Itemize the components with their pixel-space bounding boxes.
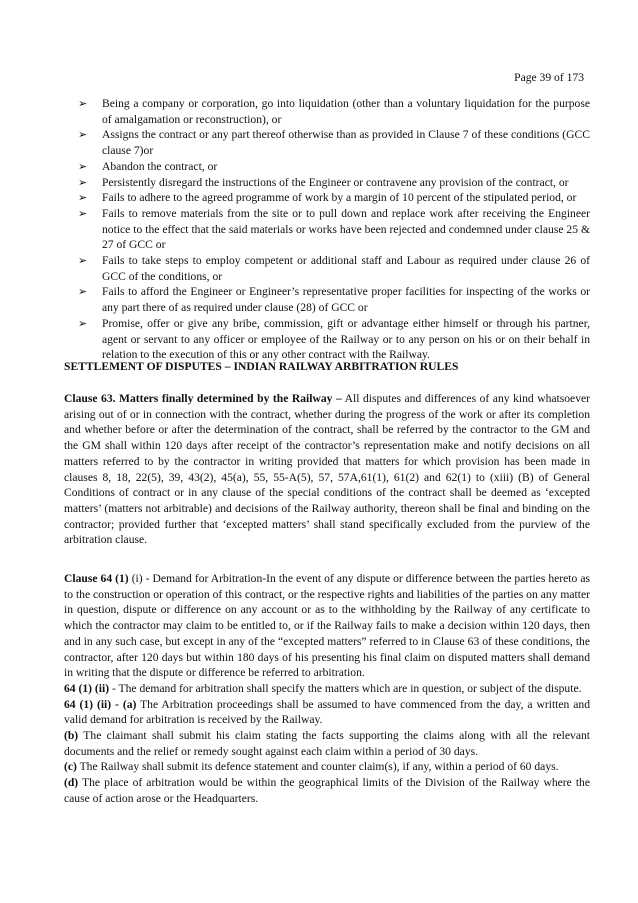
arrow-bullet-icon: ➢ <box>78 316 88 330</box>
list-item: ➢ Fails to adhere to the agreed programme of work by a margin of 10 percent of the stipulated period, or <box>78 191 577 205</box>
arrow-bullet-icon: ➢ <box>78 285 88 299</box>
clause-64-section <box>64 571 590 807</box>
arrow-bullet-icon: ➢ <box>78 128 88 142</box>
clause-64-1-ii: 64 (1) (ii) - The demand for arbitration shall specify the matters which are in question, or subject of the dispute. <box>64 681 582 695</box>
list-item: ➢ Persistently disregard the instructions of the Engineer or contravene any provision of the contract, or <box>78 175 569 189</box>
clause-63-label: Clause 63. Matters finally determined by the Railway – <box>64 392 342 405</box>
clause-64-c: (c) The Railway shall submit its defence statement and counter claim(s), if any, within a period of 60 days. <box>64 760 559 774</box>
list-item: ➢ Assigns the contract or any part thereof otherwise than as provided in Clause 7 of these conditions (GCC clause 7)or <box>78 128 590 158</box>
clause-64-d: (d) The place of arbitration would be within the geographical limits of the Division of the Railway where the cause of action arose or the Headquarters. <box>64 776 590 805</box>
clause-63-text: All disputes and differences of any kind whatsoever arising out of or in connection with the contract, whether during the progress of the work or after its completion and whether before or after the determination of the contract, shall be referred by the contractor to the GM and the GM shall within 120 days after receipt of the contractor’s representation make and notify decisions on all matters referred to by the contractor in writing provided that matters for which provision has been made in clauses 8, 18, 22(5), 39, 43(2), 45(a), 55, 55-A(5), 57, 57A,61(1), 61(2) and 62(1) to (xiii) (B) of General Conditions of contract or in any clause of the special conditions of the contract shall be deemed as ‘excepted matters’ (matters not arbitrable) and decisions of the Railway authority, thereon shall be final and binding on the contractor; provided further that ‘excepted matters’ shall stand specifically excluded from the purview of the arbitration clause. <box>64 392 590 547</box>
arrow-bullet-icon: ➢ <box>78 159 88 173</box>
arrow-bullet-icon: ➢ <box>78 175 88 189</box>
arrow-bullet-icon: ➢ <box>78 191 88 205</box>
page-number: Page 39 of 173 <box>514 71 584 84</box>
section-heading: SETTLEMENT OF DISPUTES – INDIAN RAILWAY ARBITRATION RULES <box>64 360 459 373</box>
arrow-bullet-icon: ➢ <box>78 97 88 110</box>
list-item: ➢ Fails to remove materials from the site or to pull down and replace work after receiving the Engineer notice to the effect that the said materials or works have been rejected and condemned under clause 25 & 27 of GCC or <box>78 206 590 252</box>
list-item: ➢ Abandon the contract, or <box>78 159 218 173</box>
clause-64-1-i: Clause 64 (1) (i) - Demand for Arbitration-In the event of any dispute or difference between the parties hereto as to the construction or operation of this contract, or the respective rights and liabilities of the parties on any matter in question, dispute or difference on any account or as to the withholding by the Railway of any certificate to which the contractor may claim to be entitled to, or if the Railway fails to make a decision within 120 days, then and in any such case, but except in any of the “excepted matters” referred to in Clause 63 of these conditions, the contractor, after 120 days but within 180 days of his presenting his final claim on disputed matters shall demand in writing that the dispute or difference be referred to arbitration. <box>64 572 591 680</box>
list-item: ➢ Promise, offer or give any bribe, commission, gift or advantage either himself or through his partner, agent or servant to any officer or employee of the Railway or to any person on his or on their behalf in relation to the execution of this or any other contract with the Railway. <box>78 316 590 362</box>
clause-63-paragraph <box>64 391 590 548</box>
clause-64-1-ii-a: 64 (1) (ii) - (a) The Arbitration proceedings shall be assumed to have commenced from the day, a written and valid demand for arbitration is received by the Railway. <box>64 697 590 727</box>
list-item: ➢ Fails to take steps to employ competent or additional staff and Labour as required under clause 26 of GCC of the conditions, or <box>78 254 590 283</box>
clause-64-b: (b) The claimant shall submit his claim stating the facts supporting the claims along with all the relevant documents and the relief or remedy sought against each claim within a period of 30 days. <box>64 729 590 758</box>
arrow-bullet-icon: ➢ <box>78 206 88 220</box>
list-item: ➢ Being a company or corporation, go into liquidation (other than a voluntary liquidation for the purpose of amalgamation or reconstruction), or <box>78 97 590 126</box>
arrow-bullet-icon: ➢ <box>78 254 88 268</box>
list-item: ➢ Fails to afford the Engineer or Engineer’s representative proper facilities for inspecting of the works or any part there of as required under clause (28) of GCC or <box>78 285 590 315</box>
default-conditions-list <box>72 96 590 363</box>
